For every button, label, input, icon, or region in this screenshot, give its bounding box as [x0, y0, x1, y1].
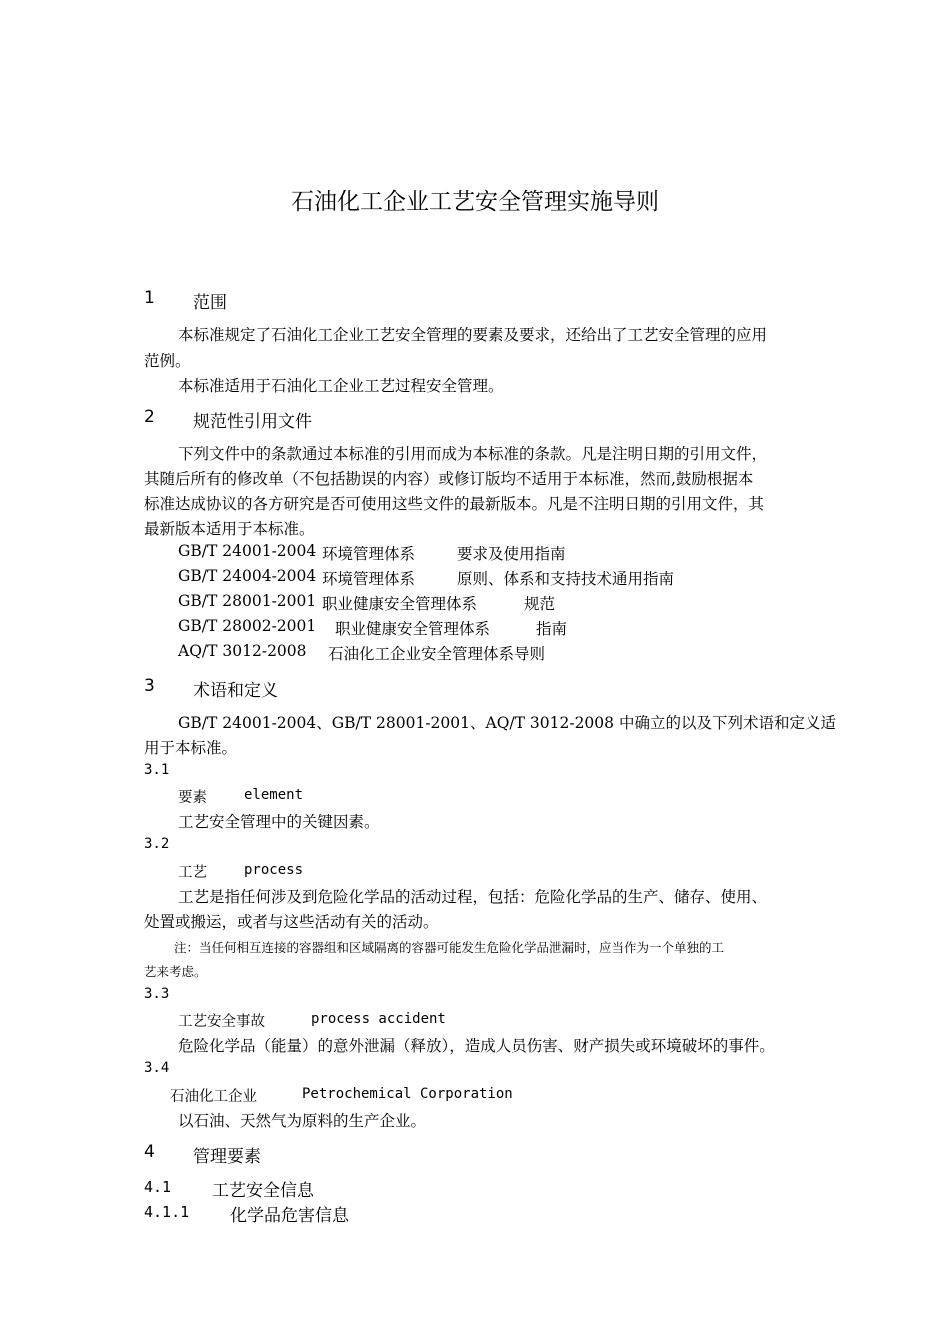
- reference-code: AQ/T 3012-2008: [178, 642, 307, 660]
- term-number: 3.2: [144, 836, 170, 852]
- paragraph: 本标准规定了石油化工企业工艺安全管理的要素及要求，还给出了工艺安全管理的应用: [178, 326, 768, 344]
- paragraph: 标准达成协议的各方研究是否可使用这些文件的最新版本。凡是不注明日期的引用文件，其: [144, 495, 765, 513]
- paragraph: 最新版本适用于本标准。: [144, 520, 315, 538]
- subsection-number: 4.1: [144, 1178, 172, 1196]
- paragraph: 本标准适用于石油化工企业工艺过程安全管理。: [178, 377, 504, 395]
- reference-desc: 规范: [524, 595, 556, 613]
- paragraph: 范例。: [144, 352, 191, 370]
- subsection-number: 4.1.1: [144, 1203, 190, 1221]
- paragraph: GB/T 24001-2004、GB/T 28001-2001、AQ/T 3012-2008 中确立的以及下列术语和定义适: [178, 714, 836, 732]
- reference-code: GB/T 28001-2001: [178, 592, 317, 610]
- term-zh: 石油化工企业: [170, 1089, 257, 1105]
- section-1-number: 1: [144, 288, 155, 308]
- term-number: 3.1: [144, 762, 170, 778]
- term-number: 3.3: [144, 986, 170, 1002]
- reference-name: 环境管理体系: [322, 545, 416, 563]
- subsection-title: 化学品危害信息: [230, 1206, 349, 1226]
- term-definition: 以石油、天然气为原料的生产企业。: [178, 1112, 427, 1130]
- reference-name: 职业健康安全管理体系: [335, 620, 491, 638]
- term-en: process: [244, 862, 304, 878]
- reference-desc: 要求及使用指南: [457, 545, 566, 563]
- reference-code: GB/T 24004-2004: [178, 567, 317, 585]
- reference-desc: 指南: [536, 620, 568, 638]
- term-definition: 处置或搬运，或者与这些活动有关的活动。: [144, 913, 439, 931]
- section-4-title: 管理要素: [193, 1147, 261, 1167]
- section-2-title: 规范性引用文件: [193, 412, 312, 432]
- term-definition: 危险化学品（能量）的意外泄漏（释放），造成人员伤害、财产损失或环境破坏的事件。: [178, 1037, 775, 1055]
- section-3-number: 3: [144, 676, 155, 696]
- subsection-title: 工艺安全信息: [212, 1181, 314, 1201]
- section-1-title: 范围: [193, 293, 227, 313]
- reference-code: GB/T 28002-2001: [178, 617, 317, 635]
- paragraph: 其随后所有的修改单（不包括勘误的内容）或修订版均不适用于本标准，然而,鼓励根据本: [144, 470, 754, 488]
- note: 艺来考虑。: [144, 964, 207, 979]
- document-title: 石油化工企业工艺安全管理实施导则: [291, 189, 659, 215]
- section-3-title: 术语和定义: [193, 681, 278, 701]
- section-2-number: 2: [144, 407, 155, 427]
- term-en: Petrochemical Corporation: [302, 1086, 513, 1102]
- term-definition: 工艺是指任何涉及到危险化学品的活动过程，包括：危险化学品的生产、储存、使用、: [178, 888, 768, 906]
- reference-desc: 原则、体系和支持技术通用指南: [457, 570, 675, 588]
- term-zh: 要素: [178, 790, 207, 806]
- term-zh: 工艺安全事故: [178, 1014, 265, 1030]
- paragraph: 下列文件中的条款通过本标准的引用而成为本标准的条款。凡是注明日期的引用文件，: [178, 445, 768, 463]
- term-en: element: [244, 787, 304, 803]
- note: 注：当任何相互连接的容器组和区域隔离的容器可能发生危险化学品泄漏时，应当作为一个单独的工: [174, 940, 725, 955]
- paragraph: 用于本标准。: [144, 739, 238, 757]
- reference-code: GB/T 24001-2004: [178, 542, 317, 560]
- term-definition: 工艺安全管理中的关键因素。: [178, 813, 380, 831]
- section-4-number: 4: [144, 1142, 155, 1162]
- reference-name: 环境管理体系: [322, 570, 416, 588]
- reference-name: 石油化工企业安全管理体系导则: [328, 645, 546, 663]
- term-number: 3.4: [144, 1060, 170, 1076]
- term-zh: 工艺: [178, 865, 207, 881]
- term-en: process accident: [311, 1011, 446, 1027]
- reference-name: 职业健康安全管理体系: [322, 595, 478, 613]
